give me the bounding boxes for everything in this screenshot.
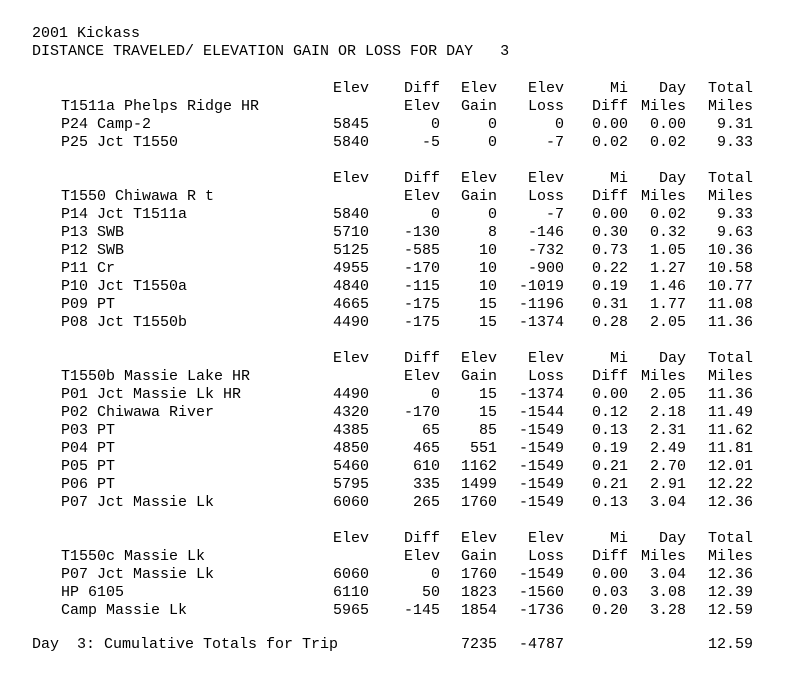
- table-cell: 12.22: [707, 476, 753, 493]
- column-header: Loss: [527, 548, 564, 565]
- table-cell: 465: [412, 440, 440, 457]
- waypoint-label: P25 Jct T1550: [61, 134, 179, 151]
- waypoint-label: P13 SWB: [61, 224, 125, 241]
- column-header: Gain: [460, 368, 497, 385]
- table-cell: -1549: [518, 440, 564, 457]
- table-row: [0, 602, 799, 620]
- column-header: Elev: [460, 350, 497, 367]
- table-cell: 5710: [332, 224, 369, 241]
- table-cell: 0: [487, 134, 497, 151]
- table-cell: 0: [487, 206, 497, 223]
- table-cell: -732: [527, 242, 564, 259]
- waypoint-label: P14 Jct T1511a: [61, 206, 188, 223]
- section-header-row: [0, 368, 799, 386]
- column-header: Total: [707, 80, 753, 97]
- table-cell: 12.01: [707, 458, 753, 475]
- table-cell: 6060: [332, 566, 369, 583]
- table-cell: 11.36: [707, 314, 753, 331]
- table-cell: 4665: [332, 296, 369, 313]
- table-cell: 4850: [332, 440, 369, 457]
- table-row: [0, 584, 799, 602]
- section-title: T1550c Massie Lk: [61, 548, 206, 565]
- table-cell: 1499: [460, 476, 497, 493]
- table-cell: 11.81: [707, 440, 753, 457]
- table-cell: 15: [478, 296, 497, 313]
- section-header-row: [0, 188, 799, 206]
- table-cell: 0.02: [649, 134, 686, 151]
- column-header: Miles: [707, 548, 753, 565]
- table-cell: -170: [403, 404, 440, 421]
- table-cell: 12.59: [707, 602, 753, 619]
- table-cell: 0.73: [591, 242, 628, 259]
- table-cell: 0: [430, 566, 440, 583]
- column-header: Day: [658, 350, 686, 367]
- table-cell: 0.00: [591, 386, 628, 403]
- table-cell: -7: [545, 206, 564, 223]
- section-title: T1511a Phelps Ridge HR: [61, 98, 260, 115]
- table-cell: 5965: [332, 602, 369, 619]
- column-header: Mi: [609, 80, 628, 97]
- table-cell: -7: [545, 134, 564, 151]
- column-header: Elev: [403, 98, 440, 115]
- section-title: T1550b Massie Lake HR: [61, 368, 251, 385]
- table-row: [0, 422, 799, 440]
- table-row: [0, 458, 799, 476]
- table-cell: -1560: [518, 584, 564, 601]
- table-cell: -175: [403, 296, 440, 313]
- table-cell: 5795: [332, 476, 369, 493]
- table-cell: 0.12: [591, 404, 628, 421]
- table-cell: -1549: [518, 422, 564, 439]
- table-cell: 4490: [332, 386, 369, 403]
- table-cell: 4490: [332, 314, 369, 331]
- column-header: Diff: [591, 548, 628, 565]
- table-cell: 2.31: [649, 422, 686, 439]
- waypoint-label: P04 PT: [61, 440, 116, 457]
- table-cell: -170: [403, 260, 440, 277]
- table-cell: 0.19: [591, 278, 628, 295]
- table-row: [0, 224, 799, 242]
- table-cell: 1.46: [649, 278, 686, 295]
- cumulative-total-miles: 12.59: [707, 636, 753, 653]
- table-cell: 3.04: [649, 494, 686, 511]
- cumulative-totals-label: Day 3: Cumulative Totals for Trip: [32, 636, 339, 653]
- table-row: [0, 566, 799, 584]
- table-cell: 3.04: [649, 566, 686, 583]
- table-cell: -585: [403, 242, 440, 259]
- report-title: 2001 Kickass: [32, 25, 141, 42]
- column-header: Gain: [460, 188, 497, 205]
- table-cell: 10.58: [707, 260, 753, 277]
- waypoint-label: P09 PT: [61, 296, 116, 313]
- column-header: Total: [707, 530, 753, 547]
- table-cell: 0.00: [649, 116, 686, 133]
- table-cell: 0.13: [591, 494, 628, 511]
- cumulative-loss: -4787: [518, 636, 564, 653]
- table-cell: 5845: [332, 116, 369, 133]
- table-cell: 6060: [332, 494, 369, 511]
- waypoint-label: P24 Camp-2: [61, 116, 152, 133]
- table-cell: 15: [478, 386, 497, 403]
- cumulative-totals-row: [0, 636, 799, 654]
- column-header: Diff: [403, 350, 440, 367]
- table-cell: -1374: [518, 314, 564, 331]
- table-cell: 10.77: [707, 278, 753, 295]
- column-header: Elev: [332, 80, 369, 97]
- table-cell: 9.63: [716, 224, 753, 241]
- table-cell: 3.08: [649, 584, 686, 601]
- column-header: Miles: [707, 188, 753, 205]
- column-header: Loss: [527, 188, 564, 205]
- table-cell: 0.21: [591, 458, 628, 475]
- table-cell: 0.13: [591, 422, 628, 439]
- table-cell: -1736: [518, 602, 564, 619]
- table-row: [0, 296, 799, 314]
- table-cell: 2.91: [649, 476, 686, 493]
- table-cell: -1549: [518, 494, 564, 511]
- table-cell: 1760: [460, 494, 497, 511]
- table-cell: 1760: [460, 566, 497, 583]
- waypoint-label: P08 Jct T1550b: [61, 314, 188, 331]
- table-cell: 9.33: [716, 134, 753, 151]
- report-subtitle: DISTANCE TRAVELED/ ELEVATION GAIN OR LOSS FOR DAY 3: [32, 43, 510, 60]
- column-header: Miles: [640, 548, 686, 565]
- table-cell: -900: [527, 260, 564, 277]
- table-cell: 85: [478, 422, 497, 439]
- column-header: Miles: [707, 98, 753, 115]
- table-cell: 0.28: [591, 314, 628, 331]
- table-cell: 335: [412, 476, 440, 493]
- column-header: Total: [707, 170, 753, 187]
- table-row: [0, 386, 799, 404]
- table-cell: -1019: [518, 278, 564, 295]
- table-cell: 610: [412, 458, 440, 475]
- table-cell: 12.39: [707, 584, 753, 601]
- column-header: Elev: [460, 80, 497, 97]
- table-cell: 10: [478, 260, 497, 277]
- waypoint-label: Camp Massie Lk: [61, 602, 188, 619]
- table-cell: 0.22: [591, 260, 628, 277]
- table-row: [0, 260, 799, 278]
- table-cell: 0.00: [591, 206, 628, 223]
- column-header: Elev: [403, 188, 440, 205]
- column-header-row: [0, 170, 799, 188]
- table-cell: 50: [421, 584, 440, 601]
- table-cell: -1196: [518, 296, 564, 313]
- column-header: Elev: [460, 530, 497, 547]
- column-header: Miles: [707, 368, 753, 385]
- column-header: Elev: [403, 548, 440, 565]
- table-cell: 9.31: [716, 116, 753, 133]
- table-cell: 2.05: [649, 386, 686, 403]
- table-cell: 0: [487, 116, 497, 133]
- column-header: Day: [658, 170, 686, 187]
- table-cell: 2.49: [649, 440, 686, 457]
- table-cell: 1162: [460, 458, 497, 475]
- table-cell: 1854: [460, 602, 497, 619]
- table-cell: 2.70: [649, 458, 686, 475]
- column-header: Gain: [460, 98, 497, 115]
- table-cell: 0.20: [591, 602, 628, 619]
- table-cell: -115: [403, 278, 440, 295]
- waypoint-label: HP 6105: [61, 584, 125, 601]
- table-cell: 10: [478, 242, 497, 259]
- column-header: Day: [658, 80, 686, 97]
- column-header: Mi: [609, 170, 628, 187]
- table-cell: 0: [430, 116, 440, 133]
- table-cell: -1544: [518, 404, 564, 421]
- section-title: T1550 Chiwawa R t: [61, 188, 215, 205]
- table-row: [0, 494, 799, 512]
- column-header: Diff: [403, 80, 440, 97]
- column-header: Day: [658, 530, 686, 547]
- column-header: Diff: [591, 98, 628, 115]
- table-cell: 0: [430, 386, 440, 403]
- table-row: [0, 278, 799, 296]
- waypoint-label: P12 SWB: [61, 242, 125, 259]
- table-cell: 0: [554, 116, 564, 133]
- table-cell: -175: [403, 314, 440, 331]
- table-cell: -145: [403, 602, 440, 619]
- column-header: Miles: [640, 98, 686, 115]
- table-cell: 2.05: [649, 314, 686, 331]
- section-header-row: [0, 98, 799, 116]
- table-row: [0, 314, 799, 332]
- table-cell: 8: [487, 224, 497, 241]
- table-cell: -1549: [518, 476, 564, 493]
- table-row: [0, 242, 799, 260]
- table-cell: -5: [421, 134, 440, 151]
- table-row: [0, 476, 799, 494]
- table-cell: -146: [527, 224, 564, 241]
- column-header-row: [0, 80, 799, 98]
- column-header: Gain: [460, 548, 497, 565]
- table-cell: 0.32: [649, 224, 686, 241]
- table-cell: 0.02: [649, 206, 686, 223]
- table-cell: 551: [469, 440, 497, 457]
- table-cell: 4955: [332, 260, 369, 277]
- column-header: Total: [707, 350, 753, 367]
- table-cell: 12.36: [707, 494, 753, 511]
- table-cell: 15: [478, 404, 497, 421]
- column-header: Diff: [591, 368, 628, 385]
- cumulative-gain: 7235: [460, 636, 497, 653]
- waypoint-label: P05 PT: [61, 458, 116, 475]
- waypoint-label: P11 Cr: [61, 260, 116, 277]
- column-header: Miles: [640, 188, 686, 205]
- column-header: Elev: [527, 350, 564, 367]
- table-cell: 0.03: [591, 584, 628, 601]
- waypoint-label: P06 PT: [61, 476, 116, 493]
- column-header: Miles: [640, 368, 686, 385]
- table-cell: 11.36: [707, 386, 753, 403]
- column-header: Elev: [332, 350, 369, 367]
- table-cell: 3.28: [649, 602, 686, 619]
- table-cell: 2.18: [649, 404, 686, 421]
- table-cell: 1.05: [649, 242, 686, 259]
- table-row: [0, 206, 799, 224]
- column-header: Diff: [591, 188, 628, 205]
- table-cell: 10: [478, 278, 497, 295]
- table-cell: 11.08: [707, 296, 753, 313]
- column-header: Elev: [527, 170, 564, 187]
- column-header: Mi: [609, 350, 628, 367]
- table-cell: 0.00: [591, 566, 628, 583]
- section-header-row: [0, 548, 799, 566]
- table-cell: 0.00: [591, 116, 628, 133]
- table-cell: 11.62: [707, 422, 753, 439]
- column-header: Elev: [332, 530, 369, 547]
- table-cell: 10.36: [707, 242, 753, 259]
- table-cell: 1.77: [649, 296, 686, 313]
- table-cell: 0.02: [591, 134, 628, 151]
- table-row: [0, 116, 799, 134]
- table-cell: 4320: [332, 404, 369, 421]
- column-header: Elev: [527, 80, 564, 97]
- table-cell: 6110: [332, 584, 369, 601]
- table-cell: 1.27: [649, 260, 686, 277]
- column-header: Elev: [527, 530, 564, 547]
- table-cell: 65: [421, 422, 440, 439]
- table-cell: 0.21: [591, 476, 628, 493]
- table-cell: 0.30: [591, 224, 628, 241]
- column-header: Diff: [403, 170, 440, 187]
- table-cell: 5125: [332, 242, 369, 259]
- table-cell: 265: [412, 494, 440, 511]
- table-cell: 5840: [332, 134, 369, 151]
- table-cell: 1823: [460, 584, 497, 601]
- column-header: Elev: [332, 170, 369, 187]
- table-cell: -1549: [518, 566, 564, 583]
- column-header-row: [0, 530, 799, 548]
- table-cell: 5840: [332, 206, 369, 223]
- table-cell: 4385: [332, 422, 369, 439]
- waypoint-label: P03 PT: [61, 422, 116, 439]
- waypoint-label: P07 Jct Massie Lk: [61, 494, 215, 511]
- table-cell: 15: [478, 314, 497, 331]
- table-cell: 0.19: [591, 440, 628, 457]
- waypoint-label: P10 Jct T1550a: [61, 278, 188, 295]
- table-cell: 4840: [332, 278, 369, 295]
- table-cell: 0: [430, 206, 440, 223]
- table-cell: 0.31: [591, 296, 628, 313]
- table-cell: -1374: [518, 386, 564, 403]
- waypoint-label: P01 Jct Massie Lk HR: [61, 386, 242, 403]
- column-header: Loss: [527, 98, 564, 115]
- waypoint-label: P07 Jct Massie Lk: [61, 566, 215, 583]
- table-cell: 11.49: [707, 404, 753, 421]
- column-header: Elev: [403, 368, 440, 385]
- table-row: [0, 404, 799, 422]
- table-cell: -1549: [518, 458, 564, 475]
- table-cell: -130: [403, 224, 440, 241]
- column-header-row: [0, 350, 799, 368]
- table-cell: 5460: [332, 458, 369, 475]
- column-header: Loss: [527, 368, 564, 385]
- table-row: [0, 440, 799, 458]
- column-header: Mi: [609, 530, 628, 547]
- table-row: [0, 134, 799, 152]
- table-cell: 9.33: [716, 206, 753, 223]
- column-header: Diff: [403, 530, 440, 547]
- waypoint-label: P02 Chiwawa River: [61, 404, 215, 421]
- column-header: Elev: [460, 170, 497, 187]
- table-cell: 12.36: [707, 566, 753, 583]
